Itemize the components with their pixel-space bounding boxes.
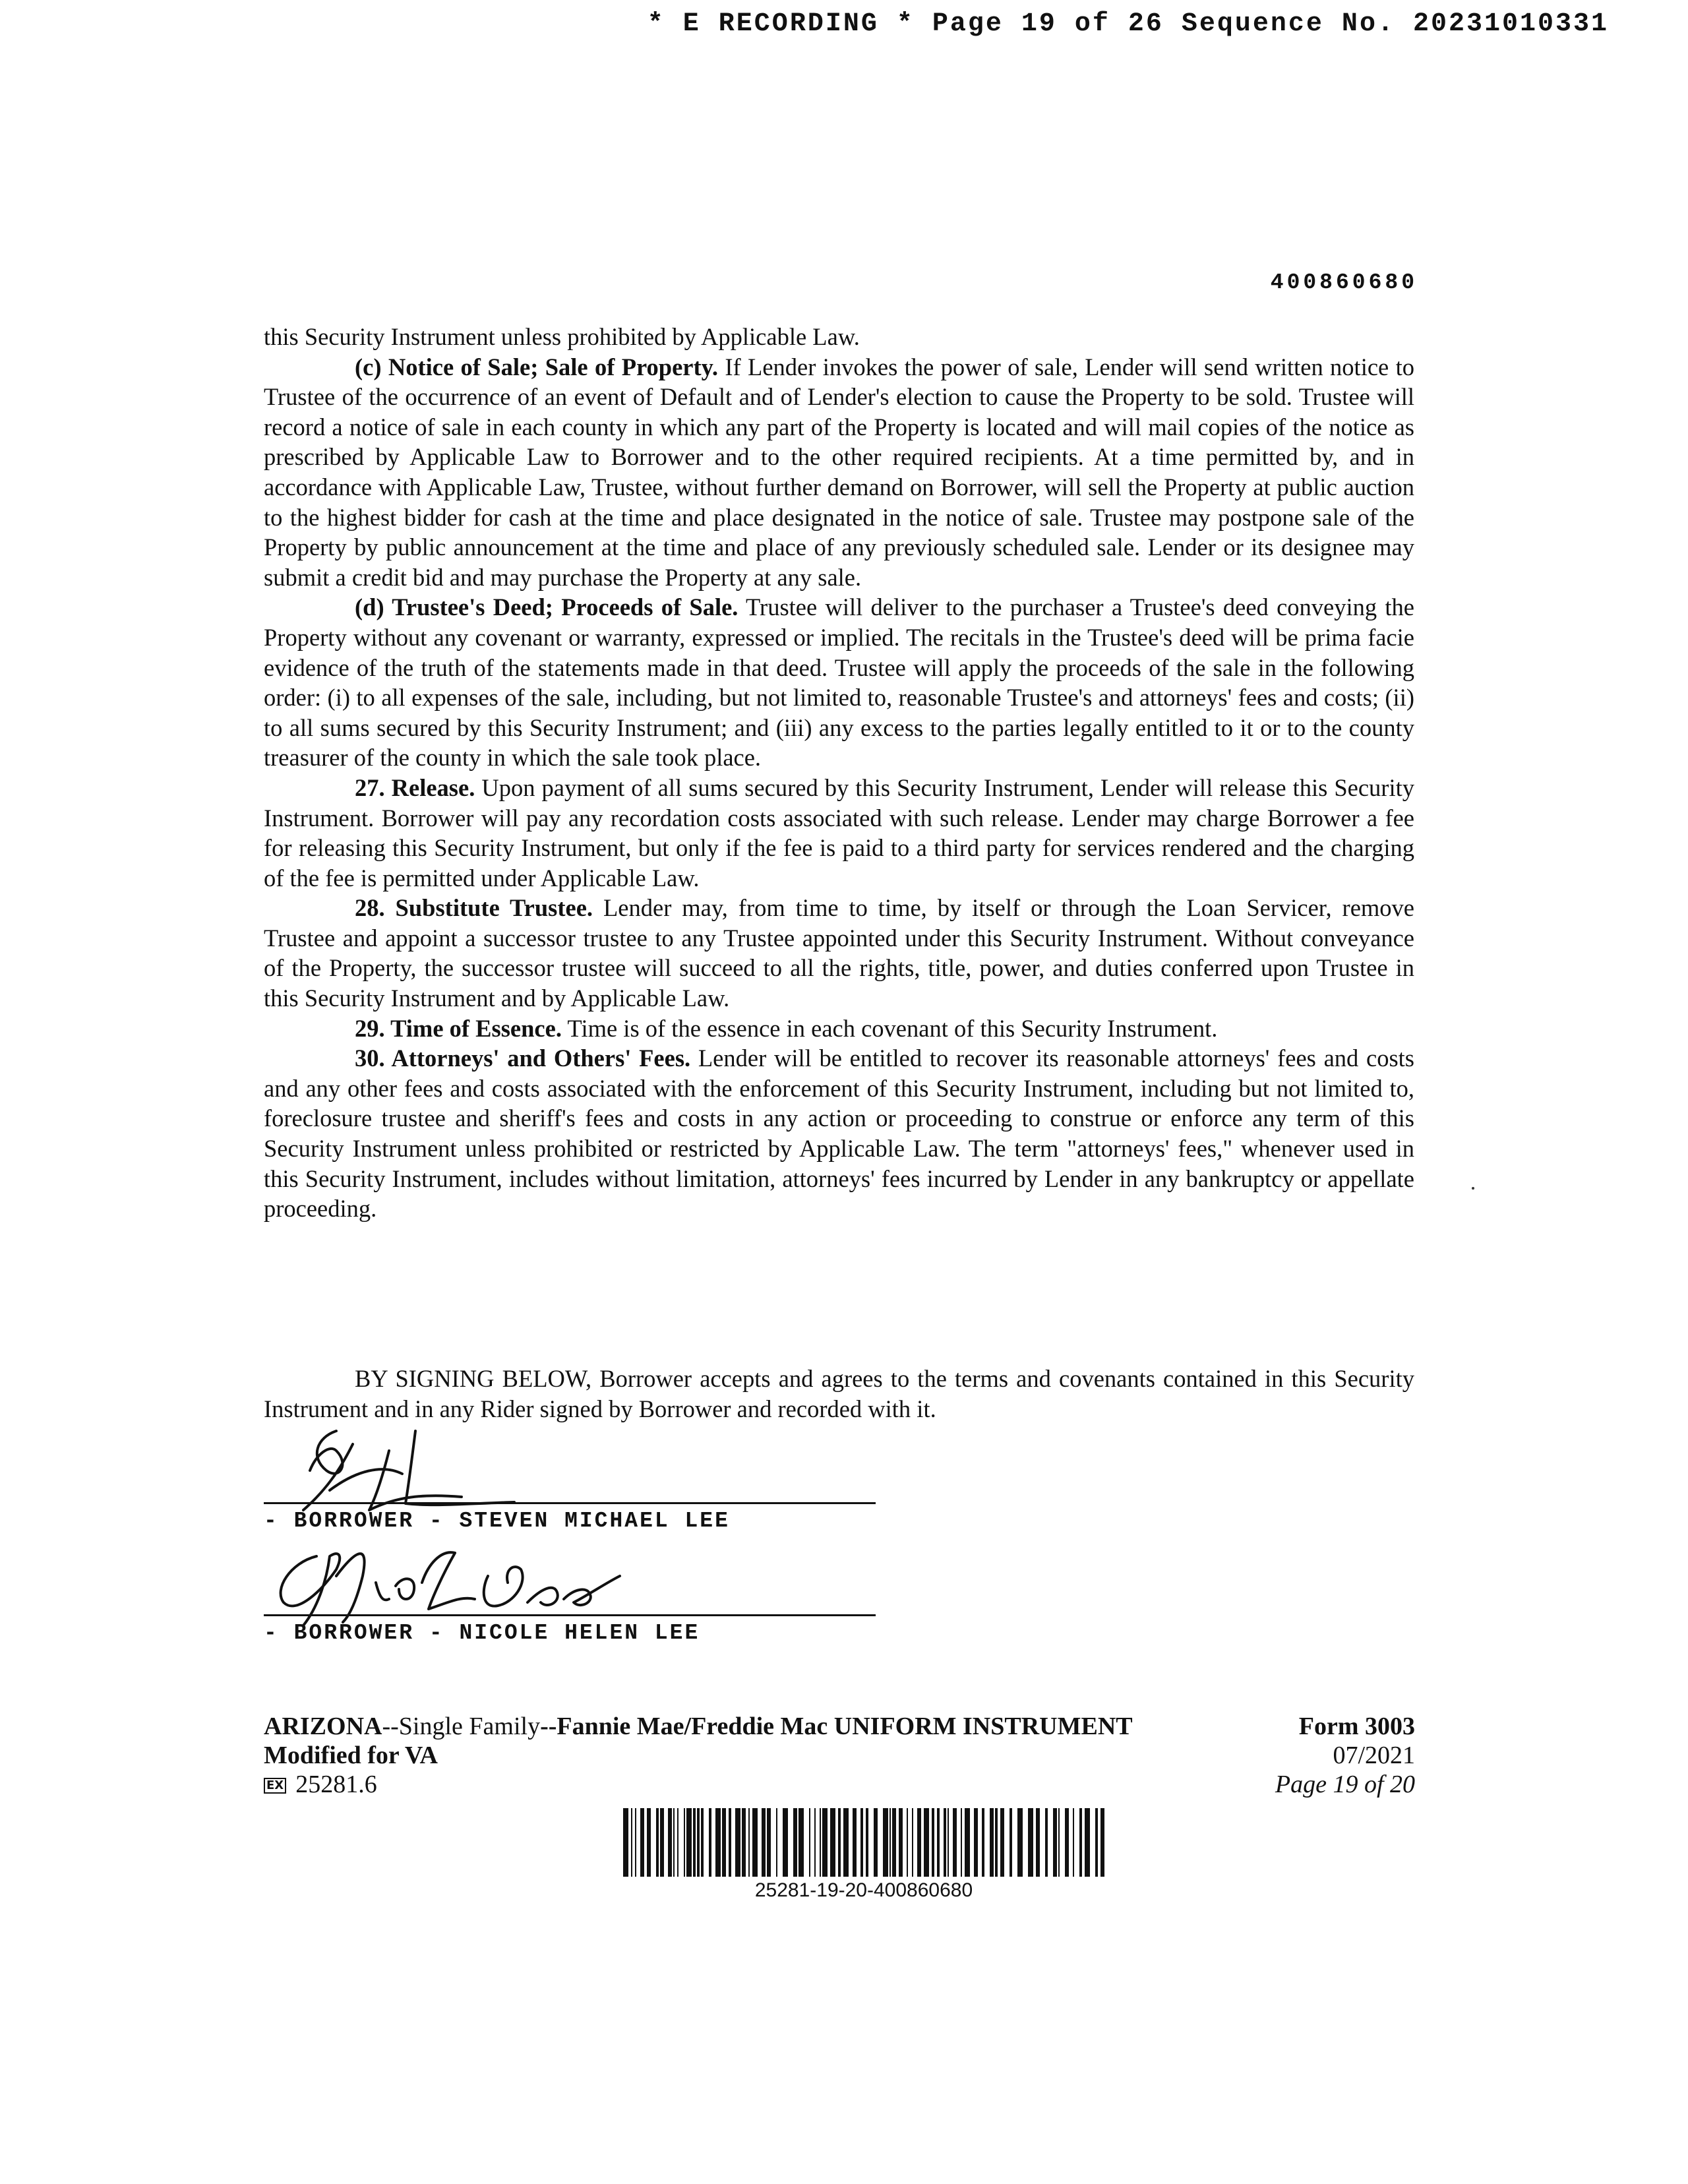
scan-speck <box>1472 1187 1474 1190</box>
section-30-text: Lender will be entitled to recover its reasonable attorneys' fees and costs and any other fees and costs associated with the enforcement of this Security Instrument, including but not limited to, foreclosure trustee and sheriff's fees and costs in any action or proceeding to construe or enforce any term of this Security Instrument unless prohibited or restricted by Applicable Law. The term "attorneys' fees," whenever used in this Security Instrument, includes without limitation, attorneys' fees incurred by Lender in any bankruptcy or appellate proceeding. <box>264 1045 1415 1223</box>
section-27-heading: 27. Release. <box>355 774 475 801</box>
borrower-2-label: - BORROWER - NICOLE HELEN LEE <box>264 1621 700 1645</box>
section-d-heading: (d) Trustee's Deed; Proceeds of Sale. <box>355 593 738 621</box>
section-30-heading: 30. Attorneys' and Others' Fees. <box>355 1045 691 1072</box>
page-label: Page 19 of 20 <box>1275 1771 1415 1798</box>
section-27 <box>264 773 1414 893</box>
doc-code-line <box>264 1770 1133 1799</box>
loan-number: 400860680 <box>1270 270 1418 295</box>
form-footer-left <box>264 1712 1133 1799</box>
section-30 <box>264 1043 1414 1224</box>
section-28 <box>264 893 1414 1013</box>
form-instrument: Fannie Mae/Freddie Mac UNIFORM INSTRUMENT <box>557 1713 1133 1740</box>
section-29-text: Time is of the essence in each covenant of this Security Instrument. <box>561 1014 1218 1042</box>
form-number: Form 3003 <box>1298 1713 1415 1740</box>
ellie-mae-icon: EX <box>264 1778 286 1794</box>
form-state: ARIZONA <box>264 1713 382 1740</box>
section-27-text: Upon payment of all sums secured by this Security Instrument, Lender will release this Security Instrument. Borrower will pay any recordation costs associated with such release. Lender may charge Borrower a fee for releasing this Security Instrument, but only if the fee is paid to a third party for services rendered and the charging of the fee is permitted under Applicable Law. <box>264 774 1414 892</box>
barcode-image <box>623 1808 1104 1877</box>
form-footer-right <box>1275 1712 1415 1799</box>
section-c-text: If Lender invokes the power of sale, Lender will send written notice to Trustee of the occurrence of an event of Default and of Lender's election to cause the Property to be sold. Trustee will record a notice of sale in each county in which any part of the Property is located and will mail copies of the notice as prescribed by Applicable Law to Borrower and to the other required recipients. At a time permitted by, and in accordance with Applicable Law, Trustee, without further demand on Borrower, will sell the Property at public auction to the highest bidder for cash at the time and place designated in the notice of sale. Trustee may postpone sale of the Property by public announcement at the time and place of any previously scheduled sale. Lender or its designee may submit a credit bid and may purchase the Property at any sale. <box>264 353 1414 591</box>
document-body <box>264 322 1414 1224</box>
form-separator: -- <box>540 1713 557 1740</box>
section-28-text: Lender may, from time to time, by itself or through the Loan Servicer, remove Trustee and appoint a successor trustee to any Trustee appointed under this Security Instrument. Without conveyance of the Property, the successor trustee will succeed to all the rights, title, power, and duties conferred upon Trustee in this Security Instrument and by Applicable Law. <box>264 894 1414 1012</box>
form-modified: Modified for VA <box>264 1742 438 1769</box>
form-date: 07/2021 <box>1333 1742 1415 1769</box>
paragraph-continuation: this Security Instrument unless prohibited by Applicable Law. <box>264 323 860 350</box>
signing-statement: BY SIGNING BELOW, Borrower accepts and agrees to the terms and covenants contained in this Security Instrument and in any Rider signed by Borrower and recorded with it. <box>264 1365 1414 1422</box>
section-d-text: Trustee will deliver to the purchaser a Trustee's deed conveying the Property without any covenant or warranty, expressed or implied. The recitals in the Trustee's deed will be prima facie evidence of the truth of the statements made in that deed. Trustee will apply the proceeds of the sale in the following order: (i) to all expenses of the sale, including, but not limited to, reasonable Trustee's and attorneys' fees and costs; (ii) to all sums secured by this Security Instrument; and (iii) any excess to the parties legally entitled to it or to the county treasurer of the county in which the sale took place. <box>264 593 1414 772</box>
borrower-1-label: - BORROWER - STEVEN MICHAEL LEE <box>264 1509 730 1533</box>
form-separator: -- <box>382 1713 399 1740</box>
form-type: Single Family <box>398 1713 541 1740</box>
form-title-line <box>264 1712 1133 1741</box>
section-28-heading: 28. Substitute Trustee. <box>355 894 593 922</box>
section-c <box>264 352 1414 593</box>
signature-line-1 <box>264 1502 876 1504</box>
signature-line-2 <box>264 1614 876 1616</box>
section-29 <box>264 1014 1414 1044</box>
section-c-heading: (c) Notice of Sale; Sale of Property. <box>355 353 719 380</box>
recording-header: * E RECORDING * Page 19 of 26 Sequence No. 20231010331 <box>647 9 1609 39</box>
barcode-text: 25281-19-20-400860680 <box>754 1879 973 1901</box>
section-d <box>264 592 1414 773</box>
doc-code: 25281.6 <box>295 1771 377 1798</box>
section-29-heading: 29. Time of Essence. <box>355 1014 562 1042</box>
